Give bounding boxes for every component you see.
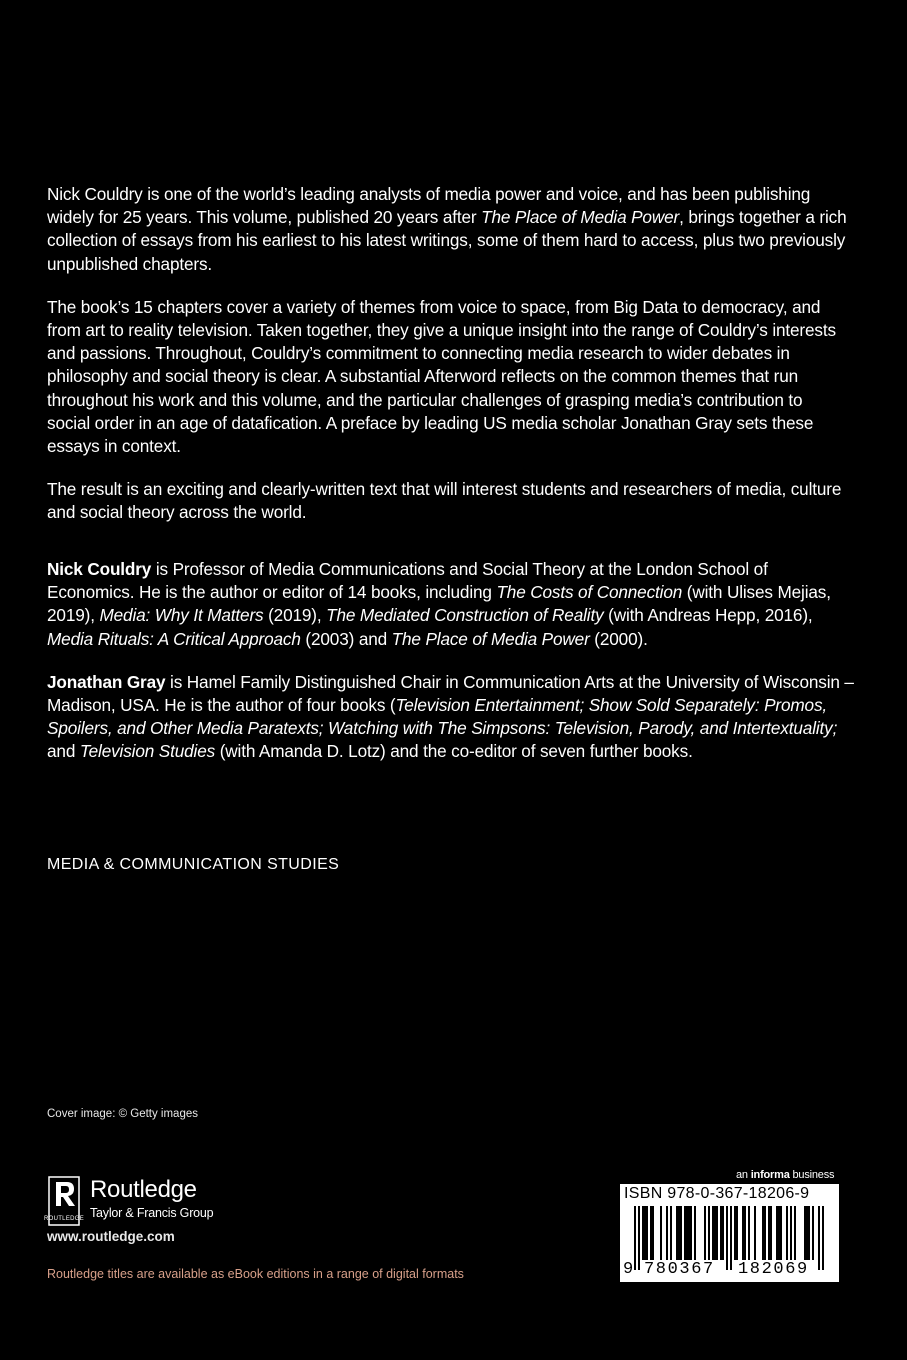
- barcode-bar: [776, 1206, 778, 1260]
- informa-tagline: [736, 1169, 834, 1181]
- bio-nick-couldry: [47, 558, 857, 651]
- text-run: is Professor of Media Communications and Social Theory at the London School of Economics. He is the author or editor of 14 books, including: [47, 559, 768, 603]
- blurb-paragraph-2: The book’s 15 chapters cover a variety of themes from voice to space, from Big Data to democracy, and from art to reality television. Taken together, they give a unique insight into the range of Couldry’s interests and passions. Throughout, Couldry’s commitment to connecting media research to wider debates in philosophy and social theory is clear. A substantial Afterword reflects on the common themes that run throughout his work and this volume, and the particular challenges of grasping media’s contribution to social order in an age of datafication. A preface by leading US media scholar Jonathan Gray sets these essays in context.: [47, 296, 836, 457]
- back-cover-blurb: [47, 183, 847, 545]
- barcode-bar: [754, 1206, 756, 1260]
- text-run: Media Rituals: A Critical Approach: [47, 628, 301, 649]
- author-bios: [47, 558, 857, 784]
- text-run: The Costs of Connection: [496, 582, 683, 603]
- text-run: (with Ulises Mejias, 2019),: [47, 582, 831, 626]
- barcode-bar: [748, 1206, 750, 1260]
- subject-category: MEDIA & COMMUNICATION STUDIES: [47, 856, 340, 873]
- barcode-digits: [620, 1260, 839, 1282]
- informa-prefix: an: [736, 1169, 751, 1181]
- text-run: (2000).: [589, 628, 648, 649]
- barcode-bar: [690, 1206, 692, 1260]
- bio-jonathan-gray: [47, 671, 857, 764]
- barcode-bar: [688, 1206, 690, 1260]
- barcode-bar: [650, 1206, 652, 1260]
- text-run: Nick Couldry is one of the world’s leading analysts of media power and voice, and has been publishing widely for 25 years. This volume, published 20 years after: [47, 184, 811, 228]
- barcode-bar: [808, 1206, 810, 1260]
- text-run: , brings together a rich collection of essays from his earliest to his latest writings, some of them hard to access, plus two previously unpublished chapters.: [47, 207, 847, 274]
- text-run: The Mediated Construction of Reality: [326, 605, 604, 626]
- text-run: Nick Couldry: [47, 559, 152, 579]
- barcode-bar: [806, 1206, 808, 1260]
- text-run: Television Entertainment; Show Sold Separately: Promos, Spoilers, and Other Media Paratexts; Watching with The Simpsons: Television, Parody, and Intertextuality;: [47, 695, 838, 739]
- blurb-paragraph-1: [47, 183, 847, 276]
- text-run: Jonathan Gray: [47, 671, 166, 692]
- barcode-bar: [708, 1206, 710, 1260]
- barcode-bar: [644, 1206, 646, 1260]
- barcode-digit-group-1: 9: [623, 1260, 634, 1279]
- barcode-bar: [812, 1206, 814, 1260]
- text-run: is Hamel Family Distinguished Chair in Communication Arts at the University of Wisconsin – Madison, USA. He is the author of four books (: [47, 671, 854, 716]
- ebook-availability-note: Routledge titles are available as eBook editions in a range of digital formats: [47, 1267, 464, 1281]
- text-run: The Place of Media Power: [391, 628, 590, 649]
- informa-brand: informa: [750, 1169, 790, 1181]
- barcode-bar: [642, 1206, 644, 1260]
- barcode-bar: [804, 1206, 806, 1260]
- barcode-bar: [660, 1206, 662, 1260]
- routledge-logo-icon: [43, 1176, 85, 1226]
- barcode-bar: [764, 1206, 766, 1260]
- text-run: (with Amanda D. Lotz) and the co-editor of seven further books.: [215, 741, 693, 762]
- barcode-bar: [778, 1206, 780, 1260]
- barcode-bar: [704, 1206, 706, 1260]
- barcode-bar: [762, 1206, 764, 1260]
- publisher-logo-block: [43, 1176, 287, 1226]
- publisher-name: Routledge: [90, 1176, 197, 1203]
- barcode-digit-group-3: 182069: [738, 1260, 809, 1279]
- barcode-bar: [652, 1206, 654, 1260]
- barcode-bar: [666, 1206, 668, 1260]
- barcode-bar: [794, 1206, 796, 1260]
- text-run: (2019),: [263, 605, 327, 626]
- barcode-bar: [680, 1206, 682, 1260]
- text-run: (with Andreas Hepp, 2016),: [603, 605, 813, 626]
- barcode-bar: [712, 1206, 714, 1260]
- barcode-bar: [742, 1206, 744, 1260]
- isbn-number: ISBN 978-0-367-18206-9: [624, 1185, 810, 1202]
- blurb-paragraph-3: The result is an exciting and clearly-written text that will interest students and researchers of media, culture and social theory across the world.: [47, 479, 842, 523]
- barcode-bar: [714, 1206, 716, 1260]
- barcode-bar: [722, 1206, 724, 1260]
- barcode-bar: [686, 1206, 688, 1260]
- barcode-bar: [678, 1206, 680, 1260]
- barcode-bar: [786, 1206, 788, 1260]
- cover-image-credit: Cover image: © Getty images: [47, 1108, 198, 1120]
- text-run: Television Studies: [79, 741, 216, 762]
- text-run: The Place of Media Power: [481, 207, 680, 228]
- informa-suffix: business: [789, 1169, 835, 1181]
- publisher-group: Taylor & Francis Group: [90, 1206, 214, 1220]
- barcode-bar: [720, 1206, 722, 1260]
- text-run: and: [47, 741, 80, 762]
- barcode-bar: [694, 1206, 696, 1260]
- barcode-bar: [768, 1206, 770, 1260]
- barcode-bar: [770, 1206, 772, 1260]
- barcode-bar: [744, 1206, 746, 1260]
- barcode-bar: [716, 1206, 718, 1260]
- barcode-bar: [780, 1206, 782, 1260]
- text-run: Media: Why It Matters: [99, 605, 264, 626]
- svg-text:ROUTLEDGE: ROUTLEDGE: [43, 1216, 85, 1222]
- barcode-bar: [684, 1206, 686, 1260]
- barcode-bar: [736, 1206, 738, 1260]
- barcode-bar: [670, 1206, 672, 1260]
- text-run: (2003) and: [300, 628, 392, 649]
- isbn-barcode: [620, 1184, 839, 1282]
- barcode-bar: [790, 1206, 792, 1260]
- publisher-website[interactable]: www.routledge.com: [47, 1229, 175, 1244]
- barcode-bar: [646, 1206, 648, 1260]
- barcode-bar: [734, 1206, 736, 1260]
- barcode-bar: [676, 1206, 678, 1260]
- barcode-digit-group-2: 780367: [644, 1260, 715, 1279]
